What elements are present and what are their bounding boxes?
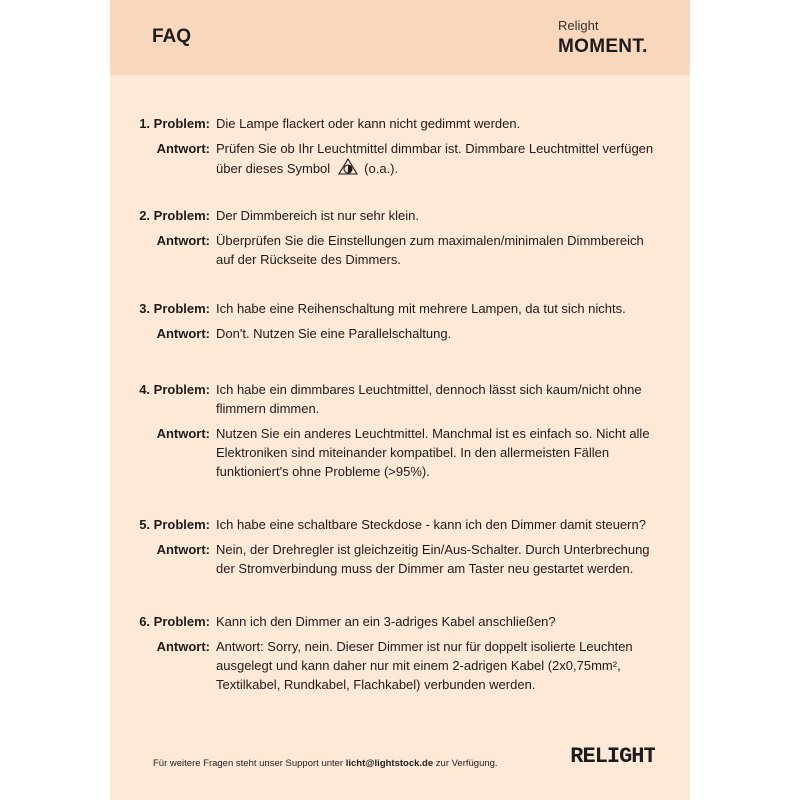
header-bar [110, 0, 690, 75]
problem-row [110, 612, 690, 631]
support-email-link[interactable]: licht@lightstock.de [345, 758, 434, 769]
faq-item-4 [110, 380, 690, 481]
problem-text: Die Lampe flackert oder kann nicht gedimmt werden. [216, 116, 521, 131]
problem-label: 2. Problem: [139, 208, 210, 223]
answer-label: Antwort: [156, 639, 210, 654]
problem-row [110, 206, 690, 225]
dimmable-symbol-icon [338, 158, 358, 181]
relight-logo [571, 735, 655, 769]
answer-row [110, 540, 690, 578]
problem-label: 6. Problem: [139, 614, 210, 629]
answer-text: Antwort: Sorry, nein. Dieser Dimmer ist nur für doppelt isolierte Leuchten ausgelegt und kann daher nur mit einem 2-adrigen Kabel (2x0,75mm², Textilkabel, Rundkabel, Flachkabel) verbunden werden. [216, 639, 633, 692]
answer-row [110, 139, 690, 181]
faq-item-3 [110, 299, 690, 343]
problem-label: 1. Problem: [139, 116, 210, 131]
answer-text: Don't. Nutzen Sie eine Parallelschaltung. [216, 326, 452, 341]
problem-text: Ich habe ein dimmbares Leuchtmittel, dennoch lässt sich kaum/nicht ohne flimmern dimmen. [216, 382, 642, 416]
answer-text: Nein, der Drehregler ist gleichzeitig Ein/Aus-Schalter. Durch Unterbrechung der Stromverbindung muss der Dimmer am Taster neu gestartet werden. [216, 542, 650, 576]
answer-text-suffix: (o.a.). [364, 160, 399, 176]
answer-row [110, 637, 690, 694]
answer-text: Nutzen Sie ein anderes Leuchtmittel. Manchmal ist es einfach so. Nicht alle Elektroniken sind miteinander kompatibel. In den allermeisten Fällen funktioniert's ohne Probleme (>95%). [216, 426, 650, 479]
support-footer-text [153, 758, 498, 769]
problem-row [110, 380, 690, 418]
problem-row [110, 515, 690, 534]
problem-label: 3. Problem: [139, 301, 210, 316]
faq-item-2 [110, 206, 690, 269]
brand-name-large: MOMENT. [558, 36, 648, 57]
problem-row [110, 299, 690, 318]
problem-text: Ich habe eine schaltbare Steckdose - kann ich den Dimmer damit steuern? [216, 517, 646, 532]
answer-label: Antwort: [156, 141, 210, 156]
answer-row [110, 231, 690, 269]
answer-text-main: Prüfen Sie ob Ihr Leuchtmittel dimmbar ist. Dimmbare Leuchtmittel verfügen über dieses Symbol [216, 141, 654, 176]
answer-text: Überprüfen Sie die Einstellungen zum maximalen/minimalen Dimmbereich auf der Rückseite des Dimmers. [216, 233, 644, 267]
answer-label: Antwort: [156, 233, 210, 248]
problem-text: Kann ich den Dimmer an ein 3-adriges Kabel anschließen? [216, 614, 556, 629]
faq-item-5 [110, 515, 690, 578]
answer-label: Antwort: [156, 426, 210, 441]
problem-text: Ich habe eine Reihenschaltung mit mehrere Lampen, da tut sich nichts. [216, 301, 626, 316]
logo-text: RELIGHT [571, 744, 655, 769]
faq-item-6 [110, 612, 690, 694]
answer-text [216, 139, 656, 181]
answer-row [110, 424, 690, 481]
answer-label: Antwort: [156, 542, 210, 557]
brand-name-small: Relight [558, 18, 599, 33]
faq-item-1 [110, 114, 690, 181]
footer-text-before: Für weitere Fragen steht unser Support unter [153, 758, 344, 769]
answer-row [110, 324, 690, 343]
problem-label: 5. Problem: [139, 517, 210, 532]
problem-row [110, 114, 690, 133]
problem-text: Der Dimmbereich ist nur sehr klein. [216, 208, 420, 223]
page-title: FAQ [152, 26, 192, 47]
faq-sheet [110, 0, 690, 800]
footer-text-after: zur Verfügung. [435, 758, 498, 769]
problem-label: 4. Problem: [139, 382, 210, 397]
answer-label: Antwort: [156, 326, 210, 341]
